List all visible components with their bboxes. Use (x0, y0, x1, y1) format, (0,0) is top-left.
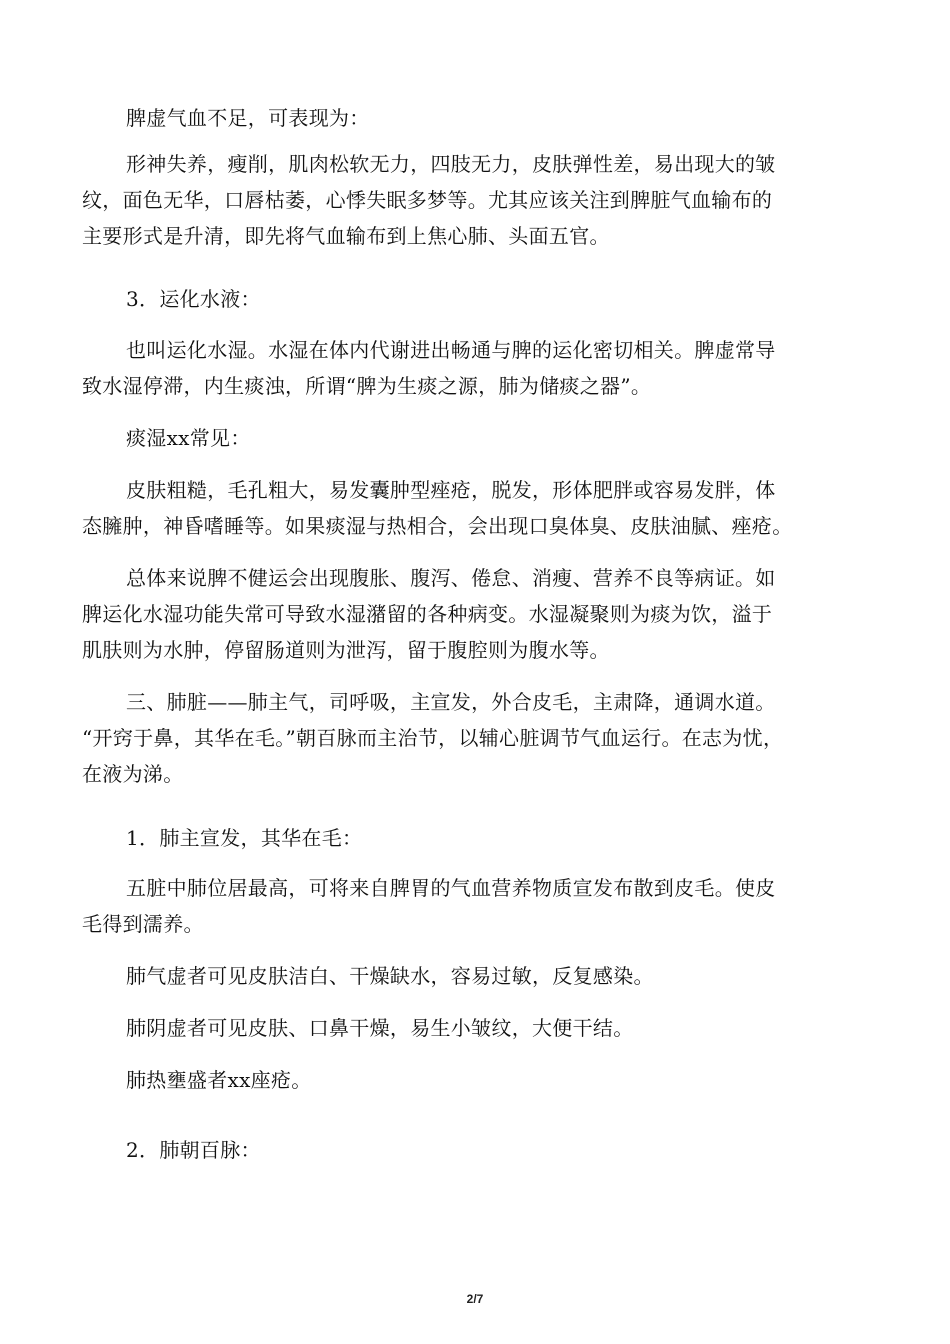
section-heading-lung-dispersing: 1．肺主宣发，其华在毛： (126, 826, 363, 850)
page-number: 2/7 (466, 1292, 484, 1306)
paragraph-spleen-deficiency-symptoms: 形神失养，瘦削，肌肉松软无力，四肢无力，皮肤弹性差，易出现大的皱 纹，面色无华，口唇枯萎，心悸失眠多梦等。尤其应该关注到脾脏气血输布的 主要形式是升清，即先将气血输布到上焦心肺、头面五官。 (82, 152, 776, 248)
paragraph-phlegm-dampness-heading: 痰湿xx常见： (126, 426, 251, 450)
section-heading-lung-vessels: 2．肺朝百脉： (126, 1138, 261, 1162)
paragraph-phlegm-dampness-symptoms: 皮肤粗糙，毛孔粗大，易发囊肿型痤疮，脱发，形体肥胖或容易发胖，体 态臃肿，神昏嗜睡等。如果痰湿与热相合，会出现口臭体臭、皮肤油腻、痤疮。 (82, 478, 793, 538)
paragraph-lung-position: 五脏中肺位居最高，可将来自脾胃的气血营养物质宣发布散到皮毛。使皮 毛得到濡养。 (82, 876, 776, 936)
section-heading-transport-fluid: 3．运化水液： (126, 287, 261, 311)
paragraph-lung-qi-deficiency: 肺气虚者可见皮肤洁白、干燥缺水，容易过敏，反复感染。 (126, 964, 654, 988)
section-heading-lung: 三、肺脏——肺主气，司呼吸，主宣发，外合皮毛，主肃降，通调水道。 “开窍于鼻，其华在毛。”朝百脉而主治节，以辅心脏调节气血运行。在志为忧， 在液为涕。 (82, 690, 784, 786)
paragraph-lung-yin-deficiency: 肺阴虚者可见皮肤、口鼻干燥，易生小皱纹，大便干结。 (126, 1016, 634, 1040)
paragraph-transport-dampness: 也叫运化水湿。水湿在体内代谢进出畅通与脾的运化密切相关。脾虚常导 致水湿停滞，内生痰浊，所谓“脾为生痰之源，肺为储痰之器”。 (82, 338, 776, 398)
paragraph-lung-heat: 肺热壅盛者xx座疮。 (126, 1068, 312, 1092)
paragraph-spleen-deficiency-heading: 脾虚气血不足，可表现为： (126, 106, 370, 130)
paragraph-spleen-summary: 总体来说脾不健运会出现腹胀、腹泻、倦怠、消瘦、营养不良等病证。如 脾运化水湿功能失常可导致水湿潴留的各种病变。水湿凝聚则为痰为饮，溢于 肌肤则为水肿，停留肠道则为泄泻，留于腹腔则为腹水等。 (82, 566, 776, 662)
